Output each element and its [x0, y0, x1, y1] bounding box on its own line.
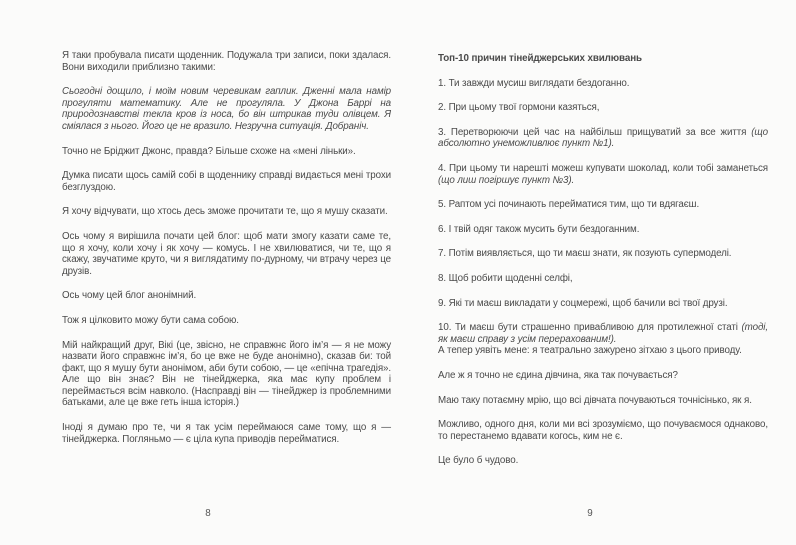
italic-text-segment: (тоді, як маєш справу з усім перерахованим!). — [438, 322, 768, 345]
paragraph — [438, 102, 768, 114]
list-heading: Топ-10 причин тінейджерських хвилювань — [438, 53, 642, 64]
paragraph — [438, 78, 768, 90]
text-segment: 5. Раптом усі починають перейматися тим, що ти вдягаєш. — [438, 199, 700, 211]
text-segment: 10. Ти маєш бути страшенно привабливою для протилежної статі — [438, 322, 742, 334]
text-segment: 8. Щоб робити щоденні селфі, — [438, 272, 573, 284]
text-segment: 6. І твій одяг також мусить бути бездоганним. — [438, 223, 640, 235]
closing-paragraphs — [438, 345, 768, 467]
paragraph — [438, 455, 768, 467]
right-page-text — [438, 53, 768, 467]
top10-list — [438, 78, 768, 346]
italic-text-segment: (що лиш погіршує пункт №3). — [438, 174, 575, 186]
text-segment: Ось чому цей блог анонімний. — [62, 290, 197, 302]
paragraph — [62, 206, 391, 218]
paragraph — [438, 199, 768, 211]
paragraph — [438, 224, 768, 236]
right-page-number: 9 — [587, 508, 593, 519]
paragraph — [438, 395, 768, 407]
text-segment: Точно не Бріджит Джонс, правда? Більше схоже на «мені ліньки». — [62, 145, 356, 157]
text-segment: Я таки пробувала писати щоденник. Подужала три записи, поки здалася. Вони виходили приблизно такими: — [62, 50, 391, 73]
paragraph — [438, 273, 768, 285]
italic-text-segment: Сьогодні дощило, і моїм новим черевикам гаплик. Дженні мала намір прогуляти математику. Але не прогуляла. У Джона Баррі на природознавстві текла кров із носа, бо він штрикав туди олівцем. Я сміялася з нього. Його це не вразило. Незручна ситуація. Добраніч. — [62, 86, 391, 132]
paragraph — [438, 163, 768, 186]
paragraph — [62, 315, 391, 327]
text-segment: Іноді я думаю про те, чи я так усім переймаюся саме тому, що я — тінейджерка. Погляньмо — є ціла купа приводів перейматися. — [62, 422, 391, 445]
text-segment: 3. Перетворюючи цей час на найбільш прищуватий за все життя — [438, 126, 752, 138]
italic-text-segment: (що абсолютно унеможливлює пункт №1). — [438, 126, 768, 150]
paragraph — [62, 50, 391, 73]
paragraph — [62, 146, 391, 158]
left-page-text — [62, 50, 391, 445]
text-segment: Думка писати щось самій собі в щоденнику справді видається мені трохи безглуздою. — [62, 170, 391, 193]
text-segment: А тепер уявіть мене: я театрально зажурено зітхаю з цього приводу. — [438, 345, 742, 357]
text-segment: Це було б чудово. — [438, 455, 519, 467]
left-page-number: 8 — [205, 508, 211, 519]
paragraph — [62, 422, 391, 445]
text-segment: 2. При цьому твої гормони казяться, — [438, 102, 600, 114]
paragraph — [62, 170, 391, 193]
text-segment: 4. При цьому ти нарешті можеш купувати шоколад, коли тобі заманеться — [438, 162, 768, 174]
text-segment: 1. Ти завжди мусиш виглядати бездоганно. — [438, 77, 630, 89]
paragraph — [62, 340, 391, 410]
right-page — [438, 0, 768, 545]
text-segment: 7. Потім виявляється, що ти маєш знати, як позують супермоделі. — [438, 248, 732, 260]
text-segment: Я хочу відчувати, що хтось десь зможе прочитати те, що я мушу сказати. — [62, 206, 388, 218]
text-segment: Ось чому я вирішила почати цей блог: щоб мати змогу казати саме те, що я хочу, коли хочу і як хочу — комусь. І не хвилюватися, чи те, що я скажу, звучатиме круто, чи я виглядатиму по-дурному, чи втрачу через це друзів. — [62, 230, 391, 277]
paragraph — [62, 86, 391, 132]
text-segment: 9. Які ти маєш викладати у соцмережі, щоб бачили всі твої друзі. — [438, 297, 728, 309]
paragraph — [438, 345, 768, 357]
text-segment: Мій найкращий друг, Вікі (це, звісно, не справжнє його ім’я — я не можу назвати його справжнє ім’я, бо це вже не буде анонімно), сказав би: той факт, що я мушу бути анонімом, аби бути собою, — це «епічна трагедія». Але що він знає? Він не тінейджерка, яка має купу проблем і переймається всім навколо. (Насправді він — тінейджер із проблемними батьками, але це вже геть інша історія.) — [62, 339, 391, 409]
paragraph — [438, 322, 768, 345]
text-segment: Можливо, одного дня, коли ми всі зрозуміємо, що почуваємося однаково, то перестанемо вдавати когось, ким не є. — [438, 419, 768, 442]
paragraph — [438, 370, 768, 382]
paragraph — [438, 419, 768, 442]
text-segment: Маю таку потаємну мрію, що всі дівчата почуваються точнісінько, як я. — [438, 394, 752, 406]
paragraph — [62, 231, 391, 277]
paragraph — [438, 248, 768, 260]
left-page — [62, 0, 391, 545]
text-segment: Але ж я точно не єдина дівчина, яка так почувається? — [438, 369, 678, 381]
paragraph — [438, 298, 768, 310]
paragraph — [62, 290, 391, 302]
text-segment: Тож я цілковито можу бути сама собою. — [62, 314, 239, 326]
paragraph — [438, 127, 768, 150]
